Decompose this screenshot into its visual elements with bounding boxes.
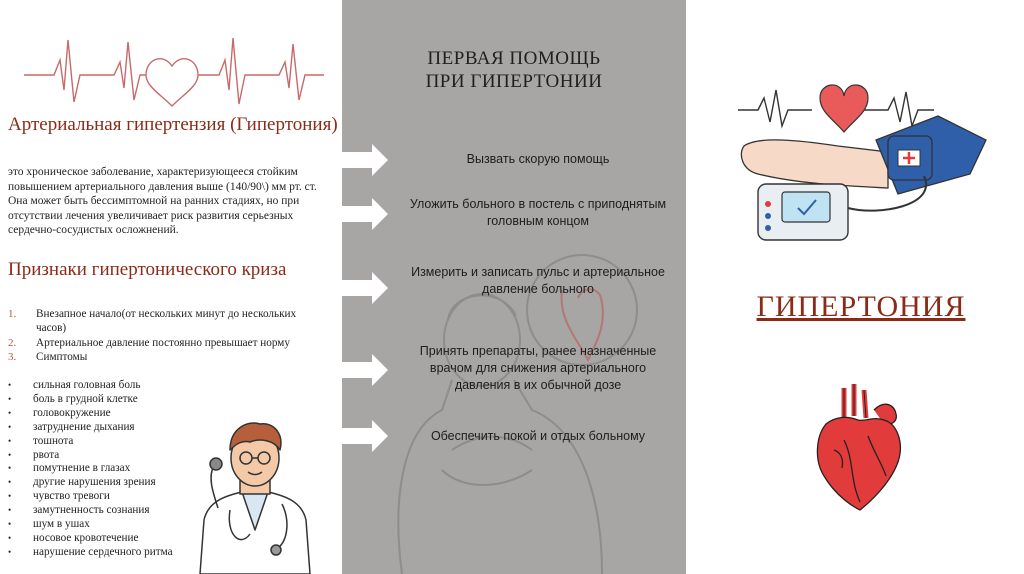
list-item: • замутненность сознания (8, 504, 228, 518)
list-item: • нарушение сердечного ритма (8, 546, 228, 560)
right-column (686, 0, 1024, 574)
left-column (0, 0, 342, 574)
list-item: • сильная головная боль (8, 379, 228, 393)
first-aid-step-3: Измерить и записать пульс и артериальное давление больного (411, 265, 665, 296)
anatomical-heart-icon (814, 380, 904, 512)
hypertension-definition: это хроническое заболевание, характеризующееся стойким повышением артериального давления выше (140/90\) мм рт. ст. Она может быть бессимптомной на ранних стадиях, но при отсутствии лечения увеличивает риск развития серьезных сердечно-сосудистых осложнений. (8, 166, 317, 237)
arrow-right-icon (342, 142, 390, 178)
first-aid-panel (342, 0, 686, 574)
list-item: • боль в грудной клетке (8, 393, 228, 407)
list-item: • помутнение в глазах (8, 462, 228, 476)
list-item: 2. Артериальное давление постоянно превышает норму (8, 336, 290, 349)
list-item: • рвота (8, 449, 228, 463)
list-item: • головокружение (8, 407, 228, 421)
first-aid-step-1: Вызвать скорую помощь (466, 152, 610, 166)
arrow-right-icon (342, 418, 390, 454)
crisis-signs-list (8, 308, 328, 366)
page-title: ГИПЕРТОНИЯ (756, 290, 966, 323)
first-aid-step-2: Уложить больного в постель с приподнятым головным концом (409, 197, 667, 228)
list-item: • чувство тревоги (8, 490, 228, 504)
hypertension-heading: Артериальная гипертензия (Гипертония) (8, 114, 338, 135)
first-aid-title: ПЕРВАЯ ПОМОЩЬ ПРИ ГИПЕРТОНИИ (425, 48, 603, 92)
list-item: • другие нарушения зрения (8, 476, 228, 490)
heartbeat-line-icon (24, 30, 324, 110)
arrow-right-icon (342, 352, 390, 388)
list-item: • затруднение дыхания (8, 421, 228, 435)
doctor-illustration-icon (190, 410, 320, 574)
list-item: • носовое кровотечение (8, 532, 228, 546)
first-aid-step-4: Принять препараты, ранее назначенные врачом для снижения артериального давления в их обычной дозе (419, 344, 657, 392)
blood-pressure-monitor-icon (738, 76, 988, 246)
arrow-right-icon (342, 270, 390, 306)
list-item: 3. Симптомы (8, 351, 88, 364)
first-aid-step-5: Обеспечить покой и отдых больному (430, 429, 646, 443)
crisis-signs-heading: Признаки гипертонического криза (8, 259, 287, 280)
arrow-right-icon (342, 196, 390, 232)
list-item: • тошнота (8, 435, 228, 449)
list-item: 1. Внезапное начало(от нескольких минут до нескольких часов) (8, 308, 297, 334)
list-item: • шум в ушах (8, 518, 228, 532)
chest-pain-illustration-icon (382, 250, 642, 574)
